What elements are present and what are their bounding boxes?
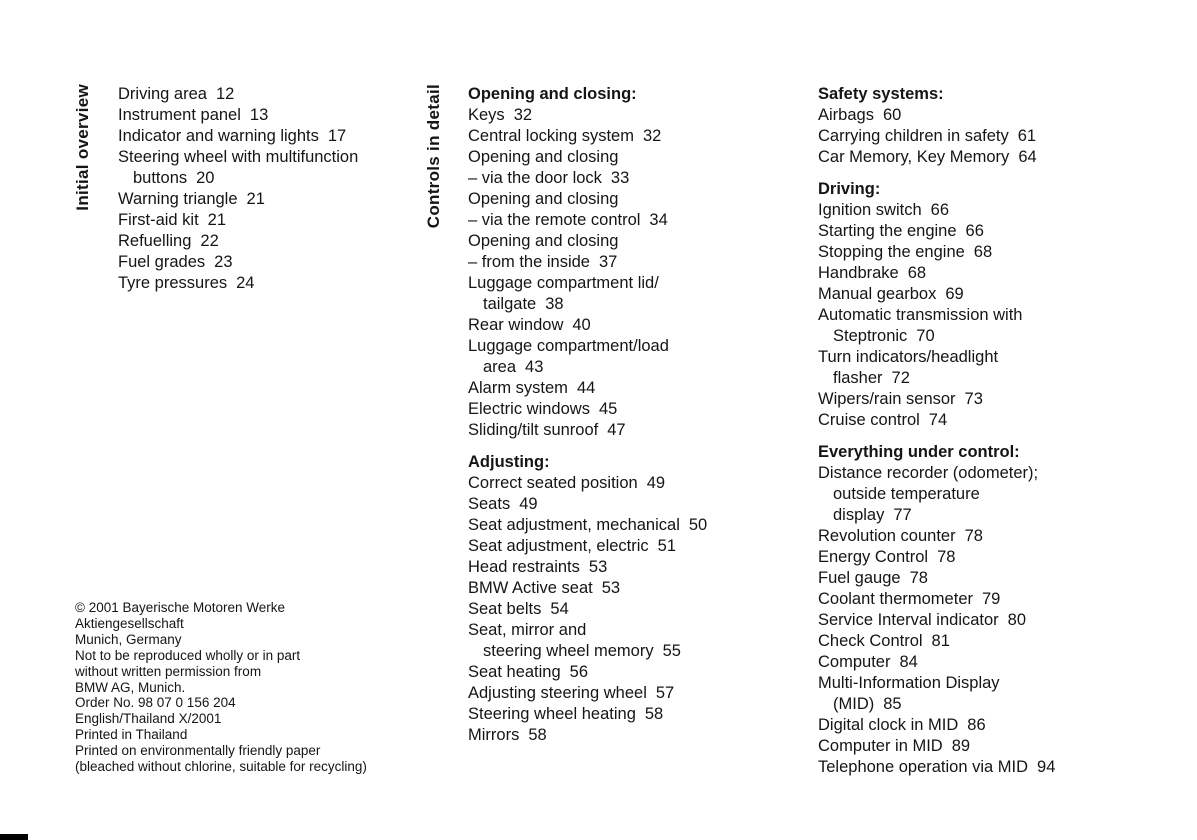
toc-item: [818, 221, 1178, 242]
toc-item: [468, 620, 798, 662]
page-number: 21: [207, 211, 227, 229]
page-number: 12: [215, 85, 235, 103]
toc-line: – via the door lock 33: [468, 169, 630, 187]
toc-line: Warning triangle 21: [118, 190, 265, 208]
page-number: 73: [964, 390, 983, 408]
toc-item: [468, 336, 798, 378]
page-number: 77: [893, 506, 912, 524]
page-number: 89: [951, 737, 971, 755]
page-number: 66: [930, 201, 949, 219]
toc-item: [818, 105, 1178, 126]
page-number: 21: [246, 190, 265, 208]
page-number: 51: [657, 537, 677, 555]
page-number: 38: [545, 295, 564, 313]
page-number: 94: [1037, 758, 1056, 776]
page-number: 64: [1018, 148, 1037, 166]
toc-line: Carrying children in safety 61: [818, 127, 1037, 145]
toc-line: Telephone operation via MID 94: [818, 758, 1056, 776]
page-number: 68: [973, 243, 993, 261]
toc-line: Keys 32: [468, 106, 533, 124]
page-number: 68: [907, 264, 927, 282]
page-number: 86: [967, 716, 986, 734]
toc-item: [818, 736, 1178, 757]
page-number: 54: [550, 600, 569, 618]
page-number: 44: [576, 379, 596, 397]
toc-group: [118, 84, 428, 294]
toc-line: Turn indicators/headlight: [818, 348, 999, 366]
toc-line: Service Interval indicator 80: [818, 611, 1027, 629]
page-number: 33: [610, 169, 630, 187]
toc-line: Central locking system 32: [468, 127, 662, 145]
imprint-line: Order No. 98 07 0 156 204: [75, 695, 236, 711]
toc-item: [118, 126, 428, 147]
toc-item: [468, 557, 798, 578]
toc-line: First-aid kit 21: [118, 211, 227, 229]
toc-item: [468, 704, 798, 725]
toc-line: Airbags 60: [818, 106, 902, 124]
toc-item: [468, 126, 798, 147]
toc-line: Sliding/tilt sunroof 47: [468, 421, 626, 439]
toc-line: Seat adjustment, electric 51: [468, 537, 677, 555]
imprint-line: Printed in Thailand: [75, 727, 188, 743]
toc-line: Manual gearbox 69: [818, 285, 964, 303]
toc-line: Correct seated position 49: [468, 474, 666, 492]
toc-line: Wipers/rain sensor 73: [818, 390, 983, 408]
toc-group: [818, 179, 1178, 431]
toc-item: [818, 673, 1178, 715]
page-number: 66: [965, 222, 984, 240]
imprint-line: Munich, Germany: [75, 631, 182, 647]
toc-line: Car Memory, Key Memory 64: [818, 148, 1037, 166]
toc-group-heading: Safety systems:: [818, 85, 944, 103]
page-number: 70: [916, 327, 935, 345]
toc-item: [468, 399, 798, 420]
page-number: 45: [598, 400, 618, 418]
toc-item: [468, 147, 798, 189]
toc-line: Seat adjustment, mechanical 50: [468, 516, 708, 534]
imprint-line: BMW AG, Munich.: [75, 679, 186, 695]
toc-item: [818, 126, 1178, 147]
toc-line: Seat heating 56: [468, 663, 589, 681]
toc-line: Opening and closing: [468, 148, 619, 166]
toc-item: [468, 662, 798, 683]
page-number: 81: [931, 632, 950, 650]
page-number: 56: [569, 663, 589, 681]
toc-line: Electric windows 45: [468, 400, 618, 418]
toc-item: [468, 599, 798, 620]
toc-item: [818, 263, 1178, 284]
toc-line: tailgate 38: [483, 295, 564, 313]
toc-item: [818, 589, 1178, 610]
page-number: 34: [649, 211, 668, 229]
toc-line: Automatic transmission with: [818, 306, 1023, 324]
toc-item: [818, 652, 1178, 673]
toc-line: Digital clock in MID 86: [818, 716, 986, 734]
scan-artifact-mark: [0, 834, 28, 840]
page-number: 13: [249, 106, 269, 124]
toc-line: display 77: [833, 506, 912, 524]
toc-line: Steering wheel heating 58: [468, 705, 664, 723]
page-number: 60: [882, 106, 902, 124]
toc-line: Head restraints 53: [468, 558, 608, 576]
toc-item: [468, 683, 798, 704]
toc-item: [818, 463, 1178, 526]
toc-line: Refuelling 22: [118, 232, 219, 250]
page-number: 57: [655, 684, 675, 702]
toc-line: steering wheel memory 55: [483, 642, 681, 660]
toc-item: [818, 347, 1178, 389]
imprint-line: Not to be reproduced wholly or in part: [75, 647, 301, 663]
page-number: 53: [588, 558, 608, 576]
toc-line: Coolant thermometer 79: [818, 590, 1001, 608]
toc-line: (MID) 85: [833, 695, 902, 713]
toc-column-controls-in-detail: [468, 84, 798, 746]
toc-item: [118, 105, 428, 126]
page-number: 78: [937, 548, 956, 566]
toc-line: Seat belts 54: [468, 600, 569, 618]
page-number: 32: [642, 127, 662, 145]
toc-line: Alarm system 44: [468, 379, 596, 397]
toc-item: [118, 147, 428, 189]
toc-item: [818, 305, 1178, 347]
toc-item: [118, 231, 428, 252]
toc-line: BMW Active seat 53: [468, 579, 621, 597]
toc-column-safety-driving-control: [818, 84, 1178, 778]
imprint-line: (bleached without chlorine, suitable for recycling): [75, 759, 367, 775]
toc-column-initial-overview: [118, 84, 428, 294]
toc-item: [468, 378, 798, 399]
toc-item: [818, 547, 1178, 568]
toc-line: Check Control 81: [818, 632, 950, 650]
page-number: 84: [899, 653, 918, 671]
toc-item: [468, 473, 798, 494]
toc-line: Seat, mirror and: [468, 621, 587, 639]
toc-line: Opening and closing: [468, 232, 619, 250]
toc-group-heading: Everything under control:: [818, 443, 1020, 461]
toc-line: Steering wheel with multifunction: [118, 148, 359, 166]
toc-line: area 43: [483, 358, 544, 376]
page-number: 78: [909, 569, 928, 587]
toc-line: flasher 72: [833, 369, 910, 387]
toc-line: Fuel grades 23: [118, 253, 233, 271]
toc-item: [818, 631, 1178, 652]
toc-line: Computer in MID 89: [818, 737, 971, 755]
toc-line: Stopping the engine 68: [818, 243, 993, 261]
toc-line: Cruise control 74: [818, 411, 948, 429]
toc-item: [118, 84, 428, 105]
toc-line: – from the inside 37: [468, 253, 618, 271]
toc-line: Computer 84: [818, 653, 918, 671]
toc-item: [468, 578, 798, 599]
toc-item: [818, 389, 1178, 410]
toc-line: Luggage compartment lid/: [468, 274, 659, 292]
toc-item: [468, 315, 798, 336]
imprint-block: [75, 600, 367, 775]
page-number: 37: [598, 253, 618, 271]
imprint-line: English/Thailand X/2001: [75, 711, 222, 727]
page-number: 85: [883, 695, 902, 713]
toc-line: Driving area 12: [118, 85, 235, 103]
page-number: 50: [688, 516, 708, 534]
page-number: 69: [945, 285, 964, 303]
page-number: 72: [891, 369, 910, 387]
toc-item: [468, 189, 798, 231]
toc-item: [468, 725, 798, 746]
toc-item: [818, 568, 1178, 589]
page-number: 78: [964, 527, 983, 545]
toc-line: Handbrake 68: [818, 264, 927, 282]
section-label-initial-overview: Initial overview: [73, 84, 92, 211]
toc-item: [118, 252, 428, 273]
toc-line: Tyre pressures 24: [118, 274, 255, 292]
toc-item: [818, 757, 1178, 778]
toc-line: – via the remote control 34: [468, 211, 668, 229]
toc-line: Ignition switch 66: [818, 201, 949, 219]
page-number: 32: [513, 106, 533, 124]
page-number: 61: [1017, 127, 1037, 145]
toc-line: Multi-Information Display: [818, 674, 1000, 692]
page-number: 53: [601, 579, 621, 597]
toc-line: Rear window 40: [468, 316, 591, 334]
toc-group-heading: Adjusting:: [468, 453, 550, 471]
toc-group-heading: Driving:: [818, 180, 881, 198]
page-number: 17: [327, 127, 347, 145]
toc-item: [818, 526, 1178, 547]
toc-item: [818, 715, 1178, 736]
toc-item: [818, 242, 1178, 263]
toc-line: Starting the engine 66: [818, 222, 984, 240]
toc-line: Opening and closing: [468, 190, 619, 208]
section-label-controls-in-detail: Controls in detail: [424, 84, 443, 229]
toc-line: Adjusting steering wheel 57: [468, 684, 675, 702]
toc-line: Energy Control 78: [818, 548, 956, 566]
toc-line: Revolution counter 78: [818, 527, 983, 545]
page-number: 40: [572, 316, 591, 334]
page-number: 58: [528, 726, 547, 744]
toc-item: [468, 515, 798, 536]
imprint-line: Printed on environmentally friendly paper: [75, 743, 321, 759]
page-number: 23: [214, 253, 233, 271]
page-number: 79: [982, 590, 1001, 608]
toc-line: Seats 49: [468, 495, 538, 513]
imprint-line: © 2001 Bayerische Motoren Werke: [75, 600, 286, 615]
toc-line: Indicator and warning lights 17: [118, 127, 347, 145]
toc-item: [468, 105, 798, 126]
toc-item: [118, 273, 428, 294]
toc-item: [818, 147, 1178, 168]
page-number: 49: [519, 495, 538, 513]
imprint-line: without written permission from: [75, 663, 262, 679]
page-number: 47: [607, 421, 626, 439]
toc-group: [818, 442, 1178, 778]
page-number: 58: [644, 705, 664, 723]
toc-group: [818, 84, 1178, 168]
toc-group: [468, 452, 798, 746]
toc-item: [468, 420, 798, 441]
toc-item: [468, 536, 798, 557]
page-number: 20: [196, 169, 215, 187]
toc-line: Instrument panel 13: [118, 106, 269, 124]
toc-line: Mirrors 58: [468, 726, 547, 744]
toc-group: [468, 84, 798, 441]
toc-item: [818, 610, 1178, 631]
toc-item: [818, 284, 1178, 305]
toc-item: [818, 410, 1178, 431]
toc-group-heading: Opening and closing:: [468, 85, 637, 103]
toc-item: [468, 231, 798, 273]
toc-line: Luggage compartment/load: [468, 337, 669, 355]
toc-line: buttons 20: [133, 169, 215, 187]
toc-item: [118, 189, 428, 210]
page-number: 43: [525, 358, 544, 376]
page-number: 55: [662, 642, 681, 660]
toc-item: [118, 210, 428, 231]
toc-line: Fuel gauge 78: [818, 569, 928, 587]
toc-line: outside temperature: [833, 485, 980, 503]
toc-line: Steptronic 70: [833, 327, 935, 345]
toc-line: Distance recorder (odometer);: [818, 464, 1039, 482]
toc-item: [468, 273, 798, 315]
page-number: 80: [1007, 611, 1027, 629]
page-number: 49: [646, 474, 666, 492]
toc-item: [818, 200, 1178, 221]
page-number: 24: [236, 274, 255, 292]
toc-item: [468, 494, 798, 515]
page-number: 22: [200, 232, 219, 250]
page-number: 74: [928, 411, 948, 429]
imprint-line: Aktiengesellschaft: [75, 615, 184, 631]
